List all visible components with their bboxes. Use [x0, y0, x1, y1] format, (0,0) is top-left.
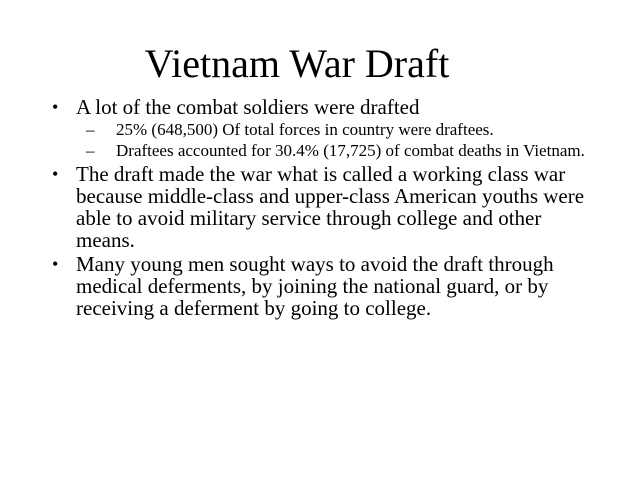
bullet-list [52, 96, 592, 321]
bullet-marker: • [52, 97, 59, 117]
bullet-item [52, 163, 592, 251]
slide-title: Vietnam War Draft [144, 41, 450, 86]
bullet-text: Many young men sought ways to avoid the draft through medical deferments, by joining the national guard, or by receiving a deferment by going to college. [76, 252, 554, 320]
bullet-marker: • [52, 254, 59, 274]
sub-bullet-text: 25% (648,500) Of total forces in country were draftees. [116, 120, 494, 139]
sub-bullet-marker: – [86, 141, 95, 160]
sub-bullet-item [76, 120, 592, 140]
bullet-item [52, 96, 592, 161]
sub-bullet-marker: – [86, 120, 95, 139]
sub-bullet-text: Draftees accounted for 30.4% (17,725) of combat deaths in Vietnam. [116, 141, 585, 160]
bullet-marker: • [52, 164, 59, 184]
bullet-text: The draft made the war what is called a working class war because middle-class and upper-class American youths were able to avoid military service through college and other means. [76, 162, 585, 252]
sub-bullet-list [76, 120, 592, 161]
bullet-item [52, 253, 592, 319]
sub-bullet-item [76, 141, 592, 161]
bullet-text: A lot of the combat soldiers were drafted [76, 95, 420, 119]
